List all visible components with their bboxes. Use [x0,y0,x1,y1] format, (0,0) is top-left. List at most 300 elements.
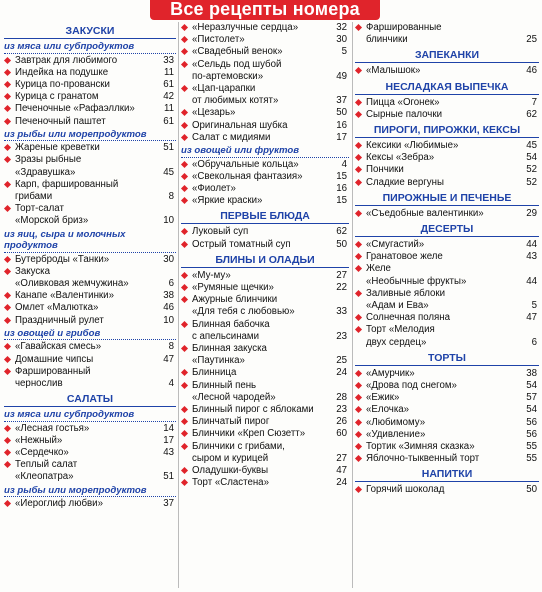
index-column-1 [4,22,176,510]
page-number: 47 [526,312,537,324]
recipe-entry [4,302,176,314]
recipe-name: «Лесной чародей» [192,391,276,403]
recipe-entry [4,366,176,390]
recipe-name: Блинный пень [192,379,257,391]
page-number: 6 [168,278,174,290]
bullet-diamond-icon [4,437,11,444]
bullet-diamond-icon [4,117,11,124]
recipe-name: Блинчики с грибами, [192,440,285,452]
page-number: 38 [526,367,537,379]
bullet-diamond-icon [181,382,188,389]
recipe-entry [181,343,349,367]
recipe-name: «Морской бриз» [15,215,89,227]
recipe-name: Печеночные «Рафаэллки» [15,103,135,115]
recipe-entry [355,208,539,220]
recipe-name: Фаршированные [366,22,442,33]
recipe-name: Острый томатный суп [192,238,291,250]
recipe-name: «Пистолет» [192,34,245,46]
bullet-diamond-icon [181,467,188,474]
recipe-name: Гранатовое желе [366,251,443,263]
page-number: 43 [526,251,537,263]
bullet-diamond-icon [4,368,11,375]
page-number: 50 [526,484,537,496]
recipe-name: Домашние чипсы [15,353,94,365]
recipe-entry [4,498,176,510]
recipe-name: блинчики [366,34,408,46]
recipe-name: Сырные палочки [366,108,443,120]
bullet-diamond-icon [181,48,188,55]
bullet-diamond-icon [4,425,11,432]
recipe-name: Оладушки-буквы [192,465,269,476]
page-number: 56 [526,416,537,428]
page-number: 50 [336,107,347,119]
page-number: 27 [336,452,347,464]
recipe-entry [4,116,176,128]
recipe-entry [355,380,539,392]
bullet-diamond-icon [355,67,362,74]
bullet-diamond-icon [181,109,188,116]
bullet-diamond-icon [4,356,11,363]
recipe-entry [181,22,349,34]
bullet-diamond-icon [4,105,11,112]
bullet-diamond-icon [355,210,362,217]
bullet-diamond-icon [355,111,362,118]
page-number: 33 [336,306,347,318]
recipe-entry [181,46,349,58]
bullet-diamond-icon [181,241,188,248]
recipe-name: Горячий шоколад [366,484,445,496]
subsection-heading: из мяса или субпродуктов [4,41,176,54]
recipe-name: Блинная бабочка [192,318,270,330]
page-number: 8 [168,341,174,353]
page-number: 61 [163,78,174,90]
recipe-name: Оригинальная шубка [192,119,288,131]
recipe-name: «Лесная гостья» [15,422,90,434]
bullet-diamond-icon [4,304,11,311]
recipe-name: «Цап-царапки [192,83,256,95]
section-heading: БЛИНЫ И ОЛАДЬИ [181,254,349,268]
subsection-heading: из овощей или фруктов [181,145,349,158]
recipe-entry [355,65,539,77]
page-number: 24 [336,477,347,489]
bullet-diamond-icon [355,99,362,106]
recipe-entry [4,435,176,447]
recipe-entry [4,447,176,459]
recipe-entry [355,177,539,189]
bullet-diamond-icon [4,292,11,299]
bullet-diamond-icon [355,253,362,260]
recipe-name: Карп, фаршированный [15,178,119,190]
recipe-name: Омлет «Малютка» [15,302,99,314]
bullet-diamond-icon [355,406,362,413]
page-number: 23 [336,403,347,415]
recipe-name: «Дрова под снегом» [366,380,457,392]
bullet-diamond-icon [4,317,11,324]
recipe-entry [355,417,539,429]
page-number: 28 [336,391,347,403]
recipe-name: Жареные креветки [15,142,100,154]
recipe-entry [355,263,539,287]
page-number: 57 [526,392,537,404]
bullet-diamond-icon [181,272,188,279]
page-number: 33 [163,54,174,66]
page-number: 25 [336,355,347,367]
page-number: 5 [341,46,347,58]
recipe-name: «Елочка» [366,404,410,416]
page-number: 61 [163,115,174,127]
page-number: 46 [526,65,537,77]
page-number: 44 [526,275,537,287]
recipe-name: Пончики [366,164,404,176]
bullet-diamond-icon [181,24,188,31]
bullet-diamond-icon [355,370,362,377]
bullet-diamond-icon [4,461,11,468]
page-number: 37 [336,95,347,107]
section-heading: ТОРТЫ [355,352,539,366]
page-number: 16 [336,182,347,194]
bullet-diamond-icon [4,343,11,350]
recipe-name: Тортик «Зимняя сказка» [366,441,475,453]
section-heading: ДЕСЕРТЫ [355,223,539,237]
recipe-entry [181,441,349,465]
recipe-entry [355,22,539,46]
bullet-diamond-icon [181,61,188,68]
bullet-diamond-icon [355,290,362,297]
recipe-name: «Румяные щечки» [192,281,274,293]
bullet-diamond-icon [181,160,188,167]
bullet-diamond-icon [4,256,11,263]
page-number: 43 [163,447,174,459]
recipe-entry [4,154,176,178]
recipe-entry [181,132,349,144]
recipe-entry [181,171,349,183]
recipe-name: «Здравушка» [15,166,76,178]
page-number: 16 [336,119,347,131]
recipe-name: Луковый суп [192,226,249,238]
recipe-name: Блинчатый пирог [192,416,270,428]
bullet-diamond-icon [4,56,11,63]
recipe-entry [4,79,176,91]
bullet-diamond-icon [181,197,188,204]
bullet-diamond-icon [355,431,362,438]
recipe-entry [355,239,539,251]
bullet-diamond-icon [355,166,362,173]
recipe-name: по-артемовски» [192,70,264,82]
page-number: 37 [163,498,174,510]
page-number: 52 [526,176,537,188]
recipe-name: Торт-салат [15,203,64,215]
index-column-3 [355,22,539,497]
page-number: 60 [336,428,347,440]
section-heading: НАПИТКИ [355,468,539,482]
bullet-diamond-icon [355,241,362,248]
page-number: 22 [336,281,347,293]
recipe-name: Яблочно-тыквенный торт [366,453,480,465]
recipe-name: от любимых котят» [192,95,279,107]
bullet-diamond-icon [355,326,362,333]
recipe-name: Курица по-провански [15,78,110,90]
section-heading: САЛАТЫ [4,393,176,407]
recipe-entry [355,140,539,152]
recipe-name: Курица с гранатом [15,91,99,103]
section-heading: ПИРОГИ, ПИРОЖКИ, КЕКСЫ [355,124,539,138]
page-number: 30 [336,34,347,46]
bullet-diamond-icon [355,314,362,321]
recipe-name: «Адам и Ева» [366,300,429,312]
recipe-name: «Свадебный венок» [192,46,283,58]
page-number: 4 [168,377,174,389]
recipe-name: «Яркие краски» [192,195,263,207]
page-number: 54 [526,404,537,416]
recipe-name: Торт «Сластена» [192,477,269,489]
page-number: 11 [163,66,174,78]
recipe-name: «Му-му» [192,269,231,281]
page-number: 38 [163,290,174,302]
bullet-diamond-icon [355,455,362,462]
bullet-diamond-icon [4,268,11,275]
recipe-name: Блинный пирог с яблоками [192,403,314,415]
recipe-name: Торт «Мелодия [366,324,435,336]
recipe-name: Зразы рыбные [15,154,82,166]
page-number: 62 [526,108,537,120]
page-number: 45 [526,140,537,152]
recipe-name: двух сердец» [366,336,427,348]
recipe-entry [355,392,539,404]
page-number: 26 [336,416,347,428]
recipe-entry [355,109,539,121]
bullet-diamond-icon [355,24,362,31]
recipe-entry [355,368,539,380]
recipe-entry [4,203,176,227]
page-number: 10 [163,314,174,326]
bullet-diamond-icon [181,369,188,376]
recipe-entry [4,103,176,115]
page-number: 23 [336,330,347,342]
recipe-entry [4,266,176,290]
recipe-name: «Паутинка» [192,355,245,367]
recipe-entry [355,484,539,496]
recipe-name: «Нежный» [15,434,63,446]
recipe-entry [181,195,349,207]
bullet-diamond-icon [355,419,362,426]
recipe-name: Блинная закуска [192,342,267,354]
recipe-entry [181,183,349,195]
recipe-name: сыром и курицей [192,452,269,464]
recipe-name: «Иероглиф любви» [15,498,103,510]
recipe-entry [181,270,349,282]
page-number: 62 [336,226,347,238]
page-number: 24 [336,367,347,379]
page-number: 44 [526,239,537,251]
recipe-name: Пицца «Огонек» [366,96,440,108]
recipe-entry [4,91,176,103]
bullet-diamond-icon [181,134,188,141]
bullet-diamond-icon [4,93,11,100]
bullet-diamond-icon [181,228,188,235]
recipe-name: Теплый салат [15,459,78,471]
page-number: 5 [531,300,537,312]
page-number: 50 [336,238,347,250]
recipe-entry [181,380,349,404]
recipe-name: Ажурные блинчики [192,294,278,306]
recipe-name: Печеночный паштет [15,115,106,127]
recipe-name: Праздничный рулет [15,314,104,326]
recipe-entry [355,324,539,348]
recipe-entry [181,465,349,477]
recipe-entry [355,251,539,263]
bullet-diamond-icon [181,418,188,425]
recipe-entry [181,319,349,343]
recipe-name: чернослив [15,377,63,389]
page-number: 56 [526,428,537,440]
bullet-diamond-icon [4,69,11,76]
bullet-diamond-icon [181,479,188,486]
recipe-name: Блинчики «Креп Сюзетт» [192,428,306,440]
bullet-diamond-icon [4,205,11,212]
recipe-entry [181,226,349,238]
recipe-entry [355,453,539,465]
page-number: 25 [526,34,537,46]
page-number: 4 [341,158,347,170]
recipe-entry [355,404,539,416]
recipe-name: «Удивление» [366,428,426,440]
bullet-diamond-icon [4,500,11,507]
bullet-diamond-icon [355,382,362,389]
recipe-entry [181,477,349,489]
recipe-entry [181,159,349,171]
bullet-diamond-icon [4,181,11,188]
recipe-entry [181,282,349,294]
bullet-diamond-icon [4,144,11,151]
recipe-entry [181,120,349,132]
recipe-entry [355,164,539,176]
bullet-diamond-icon [181,36,188,43]
bullet-diamond-icon [181,85,188,92]
bullet-diamond-icon [355,443,362,450]
page-number: 46 [163,302,174,314]
recipe-entry [355,441,539,453]
recipe-name: Канапе «Валентинки» [15,290,114,302]
section-heading: ПЕРВЫЕ БЛЮДА [181,210,349,224]
recipe-name: «Гавайская смесь» [15,341,102,353]
recipe-name: Завтрак для любимого [15,54,118,66]
recipe-entry [181,294,349,318]
page-number: 55 [526,453,537,465]
bullet-diamond-icon [181,122,188,129]
bullet-diamond-icon [181,430,188,437]
recipe-name: «Съедобные валентинки» [366,207,484,219]
page-number: 6 [531,336,537,348]
recipe-entry [4,254,176,266]
recipe-entry [181,239,349,251]
recipe-name: Солнечная поляна [366,312,451,324]
recipe-entry [181,404,349,416]
subsection-heading: из яиц, сыра и молочных продуктов [4,229,176,253]
recipe-entry [4,55,176,67]
recipe-entry [355,288,539,312]
bullet-diamond-icon [355,394,362,401]
bullet-diamond-icon [355,486,362,493]
recipe-name: «Сельдь под шубой [192,58,282,70]
page-number: 14 [163,422,174,434]
section-heading: НЕСЛАДКАЯ ВЫПЕЧКА [355,81,539,95]
recipe-name: «Обручальные кольца» [192,158,299,170]
section-heading: ЗАПЕКАНКИ [355,49,539,63]
page-number: 11 [163,103,174,115]
page-number: 49 [336,70,347,82]
subsection-heading: из овощей и грибов [4,328,176,341]
page-number: 47 [336,465,347,476]
recipe-entry [181,367,349,379]
subsection-heading: из рыбы или морепродуктов [4,485,176,498]
bullet-diamond-icon [181,173,188,180]
recipe-entry [4,354,176,366]
recipe-name: Индейка на подушке [15,66,109,78]
bullet-diamond-icon [4,156,11,163]
bullet-diamond-icon [4,81,11,88]
page-number: 55 [526,441,537,453]
recipe-entry [4,142,176,154]
recipe-entry [4,179,176,203]
recipe-name: «Амурчик» [366,367,415,379]
recipe-name: «Фиолет» [192,182,236,194]
recipe-entry [181,416,349,428]
recipe-name: с апельсинами [192,330,259,342]
bullet-diamond-icon [355,154,362,161]
recipe-entry [181,83,349,107]
recipe-entry [181,428,349,440]
recipe-name: Заливные яблоки [366,287,445,299]
recipe-name: «Сердечко» [15,447,69,459]
recipe-name: «Для тебя с любовью» [192,306,295,318]
page-number: 17 [163,434,174,446]
bullet-diamond-icon [4,449,11,456]
recipe-entry [181,107,349,119]
subsection-heading: из мяса или субпродуктов [4,409,176,422]
page-number: 47 [163,353,174,365]
bullet-diamond-icon [181,284,188,291]
recipe-name: «Необычные фрукты» [366,275,467,287]
index-column-2 [181,22,349,489]
recipe-name: Сладкие вергуны [366,176,444,188]
recipe-entry [181,34,349,46]
recipe-entry [4,423,176,435]
page-number: 15 [336,170,347,182]
section-heading: ЗАКУСКИ [4,25,176,39]
recipe-entry [4,67,176,79]
page-number: 52 [526,164,537,176]
bullet-diamond-icon [355,142,362,149]
page-number: 27 [336,269,347,281]
recipe-name: Салат с мидиями [192,131,271,143]
recipe-name: Блинница [192,367,237,379]
page-number: 51 [163,142,174,154]
subsection-heading: из рыбы или морепродуктов [4,129,176,142]
section-heading: ПИРОЖНЫЕ И ПЕЧЕНЬЕ [355,192,539,206]
recipe-name: «Малышок» [366,65,421,77]
bullet-diamond-icon [355,179,362,186]
recipe-entry [355,97,539,109]
recipe-name: Закуска [15,265,51,277]
recipe-entry [4,459,176,483]
page-number: 30 [163,253,174,265]
recipe-name: «Свекольная фантазия» [192,170,303,182]
recipe-name: «Любимому» [366,416,426,428]
page-number: 54 [526,152,537,164]
page-number: 51 [163,471,174,483]
page-number: 7 [531,96,537,108]
recipe-name: Кексики «Любимые» [366,140,459,152]
